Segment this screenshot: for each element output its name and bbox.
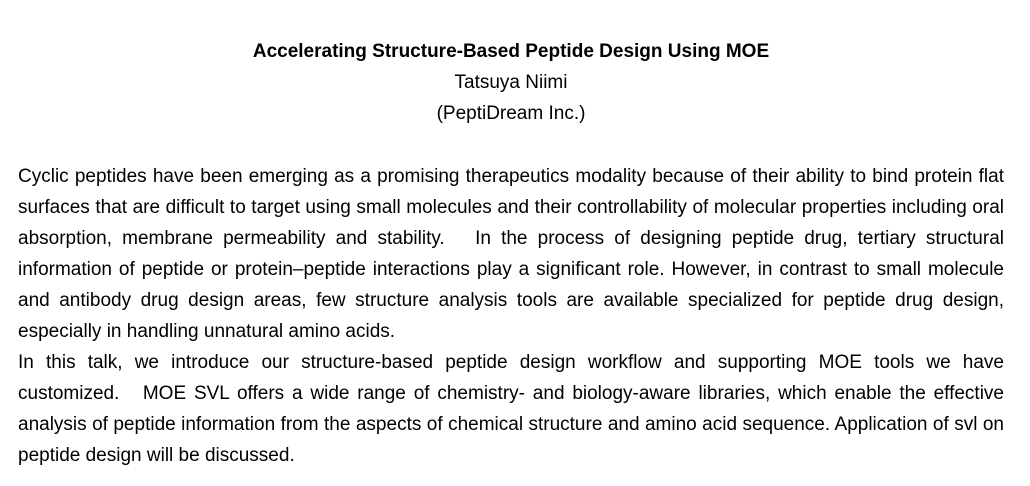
abstract-paragraph-2: In this talk, we introduce our structure-based peptide design workflow and supporting MOE tools we have customized. MOE SVL offers a wide range of chemistry- and biology-aware libraries, which enable the effective analysis of peptide information from the aspects of chemical structure and amino acid sequence. Application of svl on peptide design will be discussed.	[18, 352, 1004, 466]
author-affiliation: (PeptiDream Inc.)	[436, 103, 586, 124]
abstract-header	[18, 36, 1004, 129]
abstract-document	[18, 36, 1004, 471]
abstract-title: Accelerating Structure-Based Peptide Design Using MOE	[252, 41, 770, 62]
header-spacer	[18, 129, 1004, 161]
author-name: Tatsuya Niimi	[454, 72, 568, 93]
abstract-paragraph-1: Cyclic peptides have been emerging as a promising therapeutics modality because of their ability to bind protein flat surfaces that are difficult to target using small molecules and their controllability of molecular properties including oral absorption, membrane permeability and stability. In the process of designing peptide drug, tertiary structural information of peptide or protein–peptide interactions play a significant role. However, in contrast to small molecule and antibody drug design areas, few structure analysis tools are available specialized for peptide drug design, especially in handling unnatural amino acids.	[18, 166, 1004, 342]
